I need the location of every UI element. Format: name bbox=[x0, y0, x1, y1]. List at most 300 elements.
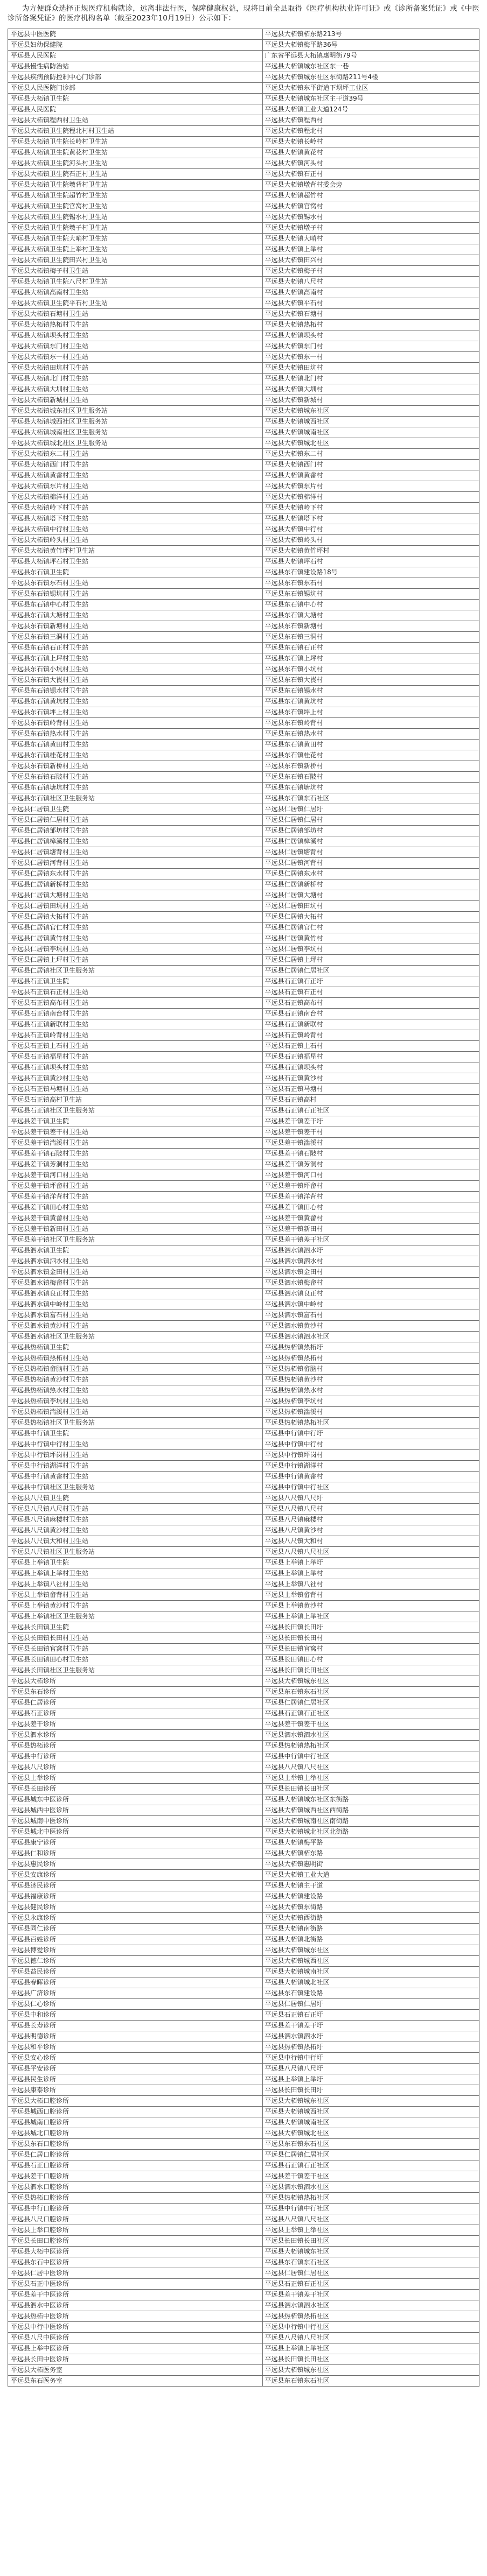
institution-address-cell: 平远县东石镇大塘村 bbox=[262, 610, 479, 621]
institution-address-cell: 平远县大柘镇墩背村委会旁 bbox=[262, 180, 479, 191]
institution-name-cell: 平远县石正镇坝头村卫生站 bbox=[8, 1062, 263, 1073]
institution-name-cell: 平远县中行镇卫生院 bbox=[8, 1428, 263, 1439]
institution-name-cell: 平远县石正镇马塘村卫生站 bbox=[8, 1084, 263, 1095]
institution-name-cell: 平远县大柘镇岭下村卫生站 bbox=[8, 503, 263, 513]
table-row bbox=[8, 406, 479, 417]
table-row bbox=[8, 2236, 479, 2247]
institution-name-cell: 平远县大柘镇塔下村卫生站 bbox=[8, 513, 263, 524]
institution-name-cell: 平远县东石镇石陂村卫生站 bbox=[8, 772, 263, 783]
institution-name-cell: 平远县上举镇社区卫生服务站 bbox=[8, 1611, 263, 1622]
institution-address-cell: 平远县大柘镇东平街道下坝坪工业区 bbox=[262, 83, 479, 94]
institution-name-cell: 平远县东石镇黄坑村卫生站 bbox=[8, 696, 263, 707]
institution-address-cell: 平远县大柘镇东街路 bbox=[262, 1902, 479, 1913]
institution-address-cell: 平远县石正镇石正圩 bbox=[262, 976, 479, 987]
table-row bbox=[8, 470, 479, 481]
table-row bbox=[8, 1698, 479, 1708]
institution-address-cell: 平远县泗水镇泗水村 bbox=[262, 1256, 479, 1267]
table-row bbox=[8, 1342, 479, 1353]
institution-address-cell: 平远县长田镇长田社区 bbox=[262, 2236, 479, 2247]
institution-address-cell: 平远县大柘镇棉洋村 bbox=[262, 492, 479, 503]
table-row bbox=[8, 330, 479, 341]
institution-name-cell: 平远县春晖诊所 bbox=[8, 1977, 263, 1988]
institution-address-cell: 平远县东石镇东石社区 bbox=[262, 1687, 479, 1698]
institution-name-cell: 平远县大柘镇东片村卫生站 bbox=[8, 481, 263, 492]
table-row bbox=[8, 772, 479, 783]
institution-name-cell: 平远县大柘镇热柘村卫生站 bbox=[8, 320, 263, 330]
table-row bbox=[8, 1568, 479, 1579]
institution-address-cell: 平远县中行镇中行社区 bbox=[262, 1482, 479, 1493]
institution-address-cell: 平远县大柘镇岭下村 bbox=[262, 503, 479, 513]
table-row bbox=[8, 804, 479, 815]
institution-address-cell: 平远县大柘镇城西社区 bbox=[262, 2107, 479, 2117]
institution-address-cell: 平远县热柘镇热柘圩 bbox=[262, 1342, 479, 1353]
table-row bbox=[8, 244, 479, 255]
institution-address-cell: 平远县仁居镇上坪村 bbox=[262, 955, 479, 966]
institution-address-cell: 平远县大柘镇城南社区 bbox=[262, 1967, 479, 1977]
institution-name-cell: 平远县城南中医诊所 bbox=[8, 1816, 263, 1827]
table-row bbox=[8, 2128, 479, 2139]
institution-address-cell: 平远县仁居镇仁居社区 bbox=[262, 2268, 479, 2279]
table-row bbox=[8, 2290, 479, 2300]
table-row bbox=[8, 287, 479, 298]
institution-address-cell: 平远县东石镇建设路18号 bbox=[262, 567, 479, 578]
table-row bbox=[8, 610, 479, 621]
table-row bbox=[8, 169, 479, 180]
institution-address-cell: 平远县石正镇福星村 bbox=[262, 1052, 479, 1062]
institution-name-cell: 平远县大柘镇卫生院墩背村卫生站 bbox=[8, 180, 263, 191]
table-row bbox=[8, 793, 479, 804]
institution-address-cell: 平远县东石镇锡坑村 bbox=[262, 589, 479, 600]
table-row bbox=[8, 1730, 479, 1741]
table-row bbox=[8, 621, 479, 632]
institution-address-cell: 平远县热柘镇热柘社区 bbox=[262, 2193, 479, 2204]
table-row bbox=[8, 1924, 479, 1934]
table-row bbox=[8, 1353, 479, 1364]
institution-address-cell: 平远县大柘镇黄竹坪村 bbox=[262, 546, 479, 557]
table-row bbox=[8, 1299, 479, 1310]
institution-address-cell: 平远县仁居镇李坑村 bbox=[262, 944, 479, 955]
institution-address-cell: 平远县差干镇坪畲村 bbox=[262, 1181, 479, 1192]
institution-address-cell: 平远县大柘镇墩子村 bbox=[262, 223, 479, 234]
institution-address-cell: 平远县大柘镇工业大道124号 bbox=[262, 104, 479, 115]
institution-address-cell: 平远县热柘镇热柘社区 bbox=[262, 1741, 479, 1751]
institution-address-cell: 平远县东石镇东石村 bbox=[262, 578, 479, 589]
institution-address-cell: 平远县大柘镇城北社区 bbox=[262, 1977, 479, 1988]
institution-address-cell: 平远县热柘镇黄沙村 bbox=[262, 1375, 479, 1385]
institution-address-cell: 平远县大柘镇梅子村 bbox=[262, 266, 479, 277]
table-row bbox=[8, 707, 479, 718]
table-row bbox=[8, 761, 479, 772]
institution-name-cell: 平远县仁居口腔诊所 bbox=[8, 2150, 263, 2160]
table-row bbox=[8, 901, 479, 912]
institution-address-cell: 平远县东石镇小坑村 bbox=[262, 664, 479, 675]
institution-address-cell: 平远县长田镇田心村 bbox=[262, 1655, 479, 1665]
institution-address-cell: 平远县仁居镇东水村 bbox=[262, 869, 479, 879]
table-row bbox=[8, 1321, 479, 1332]
table-row bbox=[8, 2193, 479, 2204]
institution-name-cell: 平远县人民医院门诊部 bbox=[8, 83, 263, 94]
institution-address-cell: 平远县仁居镇大拓村 bbox=[262, 912, 479, 923]
institution-address-cell: 平远县差干镇差干村 bbox=[262, 1127, 479, 1138]
institution-name-cell: 平远县仁居镇官仁村卫生站 bbox=[8, 923, 263, 933]
institution-name-cell: 平远县差干镇卫生院 bbox=[8, 1116, 263, 1127]
table-row bbox=[8, 1267, 479, 1278]
institution-name-cell: 平远县东石镇上坪村卫生站 bbox=[8, 653, 263, 664]
table-row bbox=[8, 341, 479, 352]
institution-name-cell: 平远县仁居镇田坑村卫生站 bbox=[8, 901, 263, 912]
institution-name-cell: 平远县大柘镇大圳村卫生站 bbox=[8, 384, 263, 395]
institution-name-cell: 平远县差干镇社区卫生服务站 bbox=[8, 1235, 263, 1245]
institution-name-cell: 平远县东石镇三洞村卫生站 bbox=[8, 632, 263, 643]
institution-name-cell: 平远县石正镇黄沙村卫生站 bbox=[8, 1073, 263, 1084]
institution-address-cell: 平远县大柘镇塔下村 bbox=[262, 513, 479, 524]
institution-name-cell: 平远县大柘镇卫生院长岭村卫生站 bbox=[8, 137, 263, 147]
table-row bbox=[8, 1784, 479, 1794]
institution-address-cell: 平远县中行镇湖洋村 bbox=[262, 1461, 479, 1472]
institution-address-cell: 平远县东石镇东石社区 bbox=[262, 2139, 479, 2150]
institution-address-cell: 平远县大柘镇西门村 bbox=[262, 460, 479, 470]
table-row bbox=[8, 2064, 479, 2074]
table-row bbox=[8, 1816, 479, 1827]
table-row bbox=[8, 1655, 479, 1665]
table-row bbox=[8, 976, 479, 987]
table-row bbox=[8, 2268, 479, 2279]
institution-name-cell: 平远县差干镇石陂村卫生站 bbox=[8, 1149, 263, 1159]
table-row bbox=[8, 2160, 479, 2171]
table-row bbox=[8, 1095, 479, 1106]
institution-address-cell: 平远县泗水镇泗水圩 bbox=[262, 1245, 479, 1256]
institution-address-cell: 平远县上举镇上举圩 bbox=[262, 2074, 479, 2085]
institution-name-cell: 平远县长田诊所 bbox=[8, 1784, 263, 1794]
institution-name-cell: 平远县中行镇社区卫生服务站 bbox=[8, 1482, 263, 1493]
institution-name-cell: 平远县大柘镇北门村卫生站 bbox=[8, 374, 263, 384]
institution-address-cell: 平远县大柘镇西街路 bbox=[262, 1913, 479, 1924]
institution-address-cell: 平远县差干镇差干社区 bbox=[262, 1235, 479, 1245]
institution-name-cell: 平远县中行镇坪岗村卫生站 bbox=[8, 1450, 263, 1461]
institution-name-cell: 平远县泗水镇黄沙村卫生站 bbox=[8, 1321, 263, 1332]
table-row bbox=[8, 664, 479, 675]
institution-address-cell: 平远县大柘镇城东社区东一巷 bbox=[262, 61, 479, 72]
institution-address-cell: 平远县差干镇差干圩 bbox=[262, 1116, 479, 1127]
table-row bbox=[8, 1030, 479, 1041]
table-row bbox=[8, 460, 479, 470]
institution-address-cell: 平远县大柘镇梅平路36号 bbox=[262, 40, 479, 51]
institution-name-cell: 平远县差干镇黄畲村卫生站 bbox=[8, 1213, 263, 1224]
intro-paragraph: 为方便群众选择正规医疗机构就诊，远离非法行医，保障健康权益，现将目前全县取得《医疗机构执业许可证》或《诊所备案凭证》或《中医诊所备案凭证》的医疗机构名单（截至2023年10月19日）公示如下： bbox=[8, 5, 479, 23]
institution-address-cell: 平远县大柘镇城北社区北街路 bbox=[262, 1827, 479, 1838]
table-row bbox=[8, 384, 479, 395]
table-row bbox=[8, 1665, 479, 1676]
institution-name-cell: 平远县石正镇岭背村卫生站 bbox=[8, 1030, 263, 1041]
table-row bbox=[8, 557, 479, 567]
table-row bbox=[8, 2171, 479, 2182]
institution-address-cell: 平远县热柘镇湍溪村 bbox=[262, 1407, 479, 1418]
table-row bbox=[8, 374, 479, 384]
table-row bbox=[8, 750, 479, 761]
institution-address-cell: 平远县大柘镇梅平路 bbox=[262, 1838, 479, 1848]
institution-address-cell: 平远县八尺镇八尺社区 bbox=[262, 2214, 479, 2225]
institution-address-cell: 平远县大柘镇新城村 bbox=[262, 395, 479, 406]
institution-name-cell: 平远县差干镇河口村卫生站 bbox=[8, 1170, 263, 1181]
table-row bbox=[8, 826, 479, 836]
table-row bbox=[8, 1805, 479, 1816]
institution-name-cell: 平远县上举镇八社村卫生站 bbox=[8, 1579, 263, 1590]
institution-name-cell: 平远县大柘镇卫生院石正村卫生站 bbox=[8, 169, 263, 180]
institution-name-cell: 平远县石正镇石正村卫生站 bbox=[8, 987, 263, 998]
institution-name-cell: 平远县差干镇湍溪村卫生站 bbox=[8, 1138, 263, 1149]
institution-name-cell: 平远县热柘镇热柘村卫生站 bbox=[8, 1353, 263, 1364]
institution-address-cell: 平远县东石镇石正村 bbox=[262, 643, 479, 653]
institution-name-cell: 平远县大柘镇卫生院河头村卫生站 bbox=[8, 158, 263, 169]
table-row bbox=[8, 653, 479, 664]
table-row bbox=[8, 1773, 479, 1784]
table-row bbox=[8, 2010, 479, 2021]
table-row bbox=[8, 352, 479, 363]
table-row bbox=[8, 1708, 479, 1719]
institution-name-cell: 平远县石正镇高布村卫生站 bbox=[8, 998, 263, 1009]
table-row bbox=[8, 1956, 479, 1967]
table-row bbox=[8, 2279, 479, 2290]
institution-name-cell: 平远县东石镇锡水村卫生站 bbox=[8, 686, 263, 696]
table-row bbox=[8, 201, 479, 212]
institution-address-cell: 平远县上举镇上举社区 bbox=[262, 1773, 479, 1784]
table-row bbox=[8, 320, 479, 330]
institution-address-cell: 平远县东石镇建设路 bbox=[262, 1988, 479, 1999]
table-row bbox=[8, 137, 479, 147]
institution-name-cell: 平远县仁居镇仁居村卫生站 bbox=[8, 815, 263, 826]
institution-address-cell: 平远县大柘镇建设路 bbox=[262, 1891, 479, 1902]
institution-name-cell: 平远县东石中医诊所 bbox=[8, 2257, 263, 2268]
table-row bbox=[8, 1009, 479, 1019]
institution-name-cell: 平远县大柘镇城东社区卫生服务站 bbox=[8, 406, 263, 417]
table-row bbox=[8, 223, 479, 234]
institution-name-cell: 平远县东石镇石正村卫生站 bbox=[8, 643, 263, 653]
institution-name-cell: 平远县泗水镇社区卫生服务站 bbox=[8, 1332, 263, 1342]
institution-address-cell: 平远县大柘镇城西社区 bbox=[262, 1956, 479, 1967]
institution-name-cell: 平远县大柘镇坝头村卫生站 bbox=[8, 330, 263, 341]
institution-name-cell: 平远县上举镇上举村卫生站 bbox=[8, 1568, 263, 1579]
institution-name-cell: 平远县八尺镇麻楼村卫生站 bbox=[8, 1515, 263, 1525]
institution-name-cell: 平远县福康诊所 bbox=[8, 1891, 263, 1902]
institution-name-cell: 平远县仁居镇黄竹村卫生站 bbox=[8, 933, 263, 944]
institution-name-cell: 平远县大柘镇卫生院大哨村卫生站 bbox=[8, 234, 263, 244]
table-row bbox=[8, 1332, 479, 1342]
table-row bbox=[8, 438, 479, 449]
table-row bbox=[8, 1676, 479, 1687]
institution-address-cell: 平远县石正镇新联村 bbox=[262, 1019, 479, 1030]
institution-name-cell: 平远县热柘中医诊所 bbox=[8, 2311, 263, 2322]
institution-name-cell: 平远县城东中医诊所 bbox=[8, 1794, 263, 1805]
table-row bbox=[8, 643, 479, 653]
institution-name-cell: 平远县大柘镇棉洋村卫生站 bbox=[8, 492, 263, 503]
institution-name-cell: 平远县仁居镇塘背村卫生站 bbox=[8, 847, 263, 858]
institution-address-cell: 平远县差干镇洋背村 bbox=[262, 1192, 479, 1202]
institution-name-cell: 平远县大柘镇卫生院 bbox=[8, 94, 263, 104]
institution-address-cell: 平远县东石镇新桥村 bbox=[262, 761, 479, 772]
institution-name-cell: 平远县大柘镇程西村卫生站 bbox=[8, 115, 263, 126]
institution-name-cell: 平远县八尺镇卫生院 bbox=[8, 1493, 263, 1504]
table-row bbox=[8, 1504, 479, 1515]
institution-address-cell: 平远县仁居镇仁居村 bbox=[262, 815, 479, 826]
institution-name-cell: 平远县德仁诊所 bbox=[8, 1956, 263, 1967]
table-row bbox=[8, 718, 479, 729]
institution-address-cell: 平远县仁居镇田坑村 bbox=[262, 901, 479, 912]
institution-address-cell: 平远县热柘镇热柘圩 bbox=[262, 2042, 479, 2053]
table-row bbox=[8, 1515, 479, 1525]
institution-address-cell: 平远县泗水镇良正村 bbox=[262, 1289, 479, 1299]
institution-name-cell: 平远县广济诊所 bbox=[8, 1988, 263, 1999]
institution-address-cell: 平远县大柘镇官窝村 bbox=[262, 201, 479, 212]
table-row bbox=[8, 234, 479, 244]
table-row bbox=[8, 51, 479, 61]
table-row bbox=[8, 481, 479, 492]
institution-address-cell: 平远县石正镇坝头村 bbox=[262, 1062, 479, 1073]
institution-name-cell: 平远县城南口腔诊所 bbox=[8, 2117, 263, 2128]
institution-address-cell: 平远县东石镇新塘村 bbox=[262, 621, 479, 632]
table-row bbox=[8, 1590, 479, 1601]
table-row bbox=[8, 869, 479, 879]
institution-name-cell: 平远县民生诊所 bbox=[8, 2074, 263, 2085]
table-row bbox=[8, 1848, 479, 1859]
table-row bbox=[8, 191, 479, 201]
institution-address-cell: 平远县差干镇田心村 bbox=[262, 1202, 479, 1213]
table-row bbox=[8, 2182, 479, 2193]
table-row bbox=[8, 1235, 479, 1245]
institution-name-cell: 平远县热柘镇李坑村卫生站 bbox=[8, 1396, 263, 1407]
institution-name-cell: 平远县热柘镇湍溪村卫生站 bbox=[8, 1407, 263, 1418]
table-row bbox=[8, 1245, 479, 1256]
institution-address-cell: 平远县大柘镇八尺村 bbox=[262, 277, 479, 287]
institution-name-cell: 平远县大柘镇卫生院平石村卫生站 bbox=[8, 298, 263, 309]
institution-address-cell: 平远县大柘镇上举村 bbox=[262, 244, 479, 255]
institution-name-cell: 平远县大柘镇新城村卫生站 bbox=[8, 395, 263, 406]
table-row bbox=[8, 2247, 479, 2257]
institution-address-cell: 平远县泗水镇泗水社区 bbox=[262, 2300, 479, 2311]
institution-name-cell: 平远县大柘镇城南社区卫生服务站 bbox=[8, 427, 263, 438]
table-row bbox=[8, 1741, 479, 1751]
institution-name-cell: 平远县八尺口腔诊所 bbox=[8, 2214, 263, 2225]
table-row bbox=[8, 933, 479, 944]
institution-name-cell: 平远县疾病预防控制中心门诊部 bbox=[8, 72, 263, 83]
table-row bbox=[8, 1913, 479, 1924]
institution-name-cell: 平远县东石镇坪上村卫生站 bbox=[8, 707, 263, 718]
institution-address-cell: 平远县大柘镇田坑村 bbox=[262, 363, 479, 374]
institution-name-cell: 平远县东石镇东石村卫生站 bbox=[8, 578, 263, 589]
institution-name-cell: 平远县泗水镇泗水村卫生站 bbox=[8, 1256, 263, 1267]
institution-name-cell: 平远县东石镇岭背村卫生站 bbox=[8, 718, 263, 729]
institution-name-cell: 平远县中行诊所 bbox=[8, 1751, 263, 1762]
institution-name-cell: 平远县大柘镇城西社区卫生服务站 bbox=[8, 417, 263, 427]
table-row bbox=[8, 2107, 479, 2117]
institution-address-cell: 平远县东石镇石陂村 bbox=[262, 772, 479, 783]
table-row bbox=[8, 567, 479, 578]
institution-address-cell: 平远县大柘镇主干道 bbox=[262, 1881, 479, 1891]
table-row bbox=[8, 2096, 479, 2107]
institution-address-cell: 平远县石正镇黄沙村 bbox=[262, 1073, 479, 1084]
institution-name-cell: 平远县东石镇锡坑村卫生站 bbox=[8, 589, 263, 600]
table-row bbox=[8, 1859, 479, 1870]
table-row bbox=[8, 180, 479, 191]
institution-address-cell: 平远县大柘镇柘东路 bbox=[262, 1848, 479, 1859]
institution-address-cell: 平远县东石镇东石社区 bbox=[262, 793, 479, 804]
institution-address-cell: 平远县长田镇长田社区 bbox=[262, 2354, 479, 2365]
institution-address-cell: 平远县上举镇上举村 bbox=[262, 1568, 479, 1579]
institution-name-cell: 平远县上举中医诊所 bbox=[8, 2343, 263, 2354]
institution-name-cell: 平远县大柘镇卫生院黄花村卫生站 bbox=[8, 147, 263, 158]
table-row bbox=[8, 535, 479, 546]
table-row bbox=[8, 1751, 479, 1762]
table-row bbox=[8, 2343, 479, 2354]
institution-address-cell: 平远县热柘镇李坑村 bbox=[262, 1396, 479, 1407]
institution-address-cell: 平远县八尺镇麻楼村 bbox=[262, 1515, 479, 1525]
table-row bbox=[8, 1138, 479, 1149]
table-row bbox=[8, 1633, 479, 1644]
institution-name-cell: 平远县东石镇卫生院 bbox=[8, 567, 263, 578]
table-row bbox=[8, 2139, 479, 2150]
institution-address-cell: 平远县大柘镇城东社区 bbox=[262, 2096, 479, 2107]
institution-address-cell: 平远县大柘镇城东社区东街路211号4楼 bbox=[262, 72, 479, 83]
institution-name-cell: 平远县热柘镇畲脑村卫生站 bbox=[8, 1364, 263, 1375]
table-row bbox=[8, 158, 479, 169]
institution-address-cell: 平远县泗水镇梅畲村 bbox=[262, 1278, 479, 1289]
institution-address-cell: 平远县石正镇南台村 bbox=[262, 1009, 479, 1019]
institution-address-cell: 平远县大柘镇大圳村 bbox=[262, 384, 479, 395]
table-row bbox=[8, 912, 479, 923]
institution-name-cell: 平远县大柘中医诊所 bbox=[8, 2247, 263, 2257]
table-row bbox=[8, 1493, 479, 1504]
table-row bbox=[8, 1159, 479, 1170]
table-row bbox=[8, 1838, 479, 1848]
institution-address-cell: 平远县仁居镇黄竹村 bbox=[262, 933, 479, 944]
table-row bbox=[8, 966, 479, 976]
institution-name-cell: 平远县东石镇新桥村卫生站 bbox=[8, 761, 263, 772]
table-row bbox=[8, 815, 479, 826]
table-row bbox=[8, 363, 479, 374]
institution-name-cell: 平远县东石镇大塘村卫生站 bbox=[8, 610, 263, 621]
table-row bbox=[8, 1428, 479, 1439]
table-row bbox=[8, 2150, 479, 2160]
institution-address-cell: 平远县泗水镇富石村 bbox=[262, 1310, 479, 1321]
institution-address-cell: 平远县石正镇高布村 bbox=[262, 998, 479, 1009]
institution-name-cell: 平远县石正中医诊所 bbox=[8, 2279, 263, 2290]
institution-name-cell: 平远县差干镇洋背村卫生站 bbox=[8, 1192, 263, 1202]
institution-address-cell: 平远县大柘镇城东社区 bbox=[262, 2365, 479, 2376]
institution-name-cell: 平远县东石镇黄田村卫生站 bbox=[8, 740, 263, 750]
table-row bbox=[8, 1375, 479, 1385]
institution-name-cell: 平远县济民诊所 bbox=[8, 1881, 263, 1891]
table-row bbox=[8, 740, 479, 750]
institution-name-cell: 平远县健民诊所 bbox=[8, 1902, 263, 1913]
institution-name-cell: 平远县大柘镇高南村卫生站 bbox=[8, 287, 263, 298]
institution-name-cell: 平远县泗水镇良正村卫生站 bbox=[8, 1289, 263, 1299]
institution-name-cell: 平远县明德诊所 bbox=[8, 2031, 263, 2042]
institution-name-cell: 平远县石正镇南台村卫生站 bbox=[8, 1009, 263, 1019]
institution-address-cell: 平远县大柘镇城南社区 bbox=[262, 2117, 479, 2128]
institution-name-cell: 平远县泗水口腔诊所 bbox=[8, 2182, 263, 2193]
institution-address-cell: 平远县大柘镇锡水村 bbox=[262, 212, 479, 223]
table-row bbox=[8, 492, 479, 503]
institution-name-cell: 平远县热柘镇社区卫生服务站 bbox=[8, 1418, 263, 1428]
institution-address-cell: 平远县仁居镇仁居圩 bbox=[262, 1999, 479, 2010]
institution-name-cell: 平远县泗水镇梅畲村卫生站 bbox=[8, 1278, 263, 1289]
institution-name-cell: 平远县大柘镇东二村卫生站 bbox=[8, 449, 263, 460]
institution-address-cell: 平远县石正镇石正社区 bbox=[262, 2160, 479, 2171]
table-row bbox=[8, 1106, 479, 1116]
institution-address-cell: 平远县大柘镇河头村 bbox=[262, 158, 479, 169]
institution-name-cell: 平远县八尺镇八尺村卫生站 bbox=[8, 1504, 263, 1515]
institution-name-cell: 平远县大柘镇黄畲村卫生站 bbox=[8, 470, 263, 481]
table-row bbox=[8, 847, 479, 858]
